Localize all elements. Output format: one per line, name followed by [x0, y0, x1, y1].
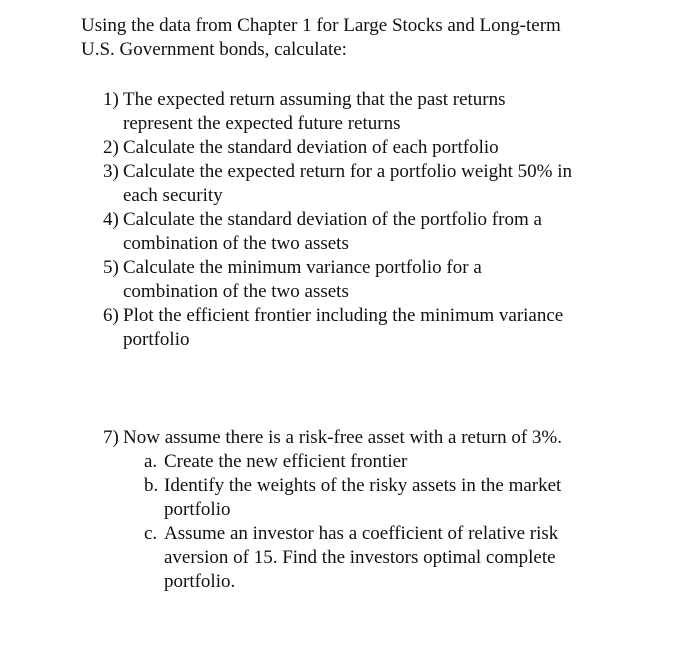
question-number: 5) [103, 257, 119, 278]
question-line: Calculate the standard deviation of the portfolio from a [123, 209, 542, 230]
sub-question-letter: c. [144, 523, 158, 544]
question-item-7 [103, 426, 663, 594]
sub-question-line: portfolio [164, 499, 231, 520]
question-line: combination of the two assets [123, 233, 349, 254]
intro-paragraph [81, 14, 641, 62]
question-line: represent the expected future returns [123, 113, 401, 134]
question-item [103, 88, 663, 136]
sub-question-letter: b. [144, 475, 159, 496]
question-number: 7) [103, 427, 119, 448]
question-line: The expected return assuming that the past returns [123, 89, 506, 110]
intro-line: Using the data from Chapter 1 for Large Stocks and Long-term [81, 15, 561, 36]
question-item [103, 256, 663, 304]
question-number: 6) [103, 305, 119, 326]
question-list [103, 88, 663, 352]
question-line: Calculate the standard deviation of each portfolio [123, 137, 499, 158]
sub-question-line: Create the new efficient frontier [164, 451, 408, 472]
sub-question-line: Identify the weights of the risky assets in the market [164, 475, 562, 496]
sub-question-item [144, 522, 663, 594]
sub-question-letter: a. [144, 451, 158, 472]
question-7-list [103, 426, 663, 594]
sub-question-line: Assume an investor has a coefficient of relative risk [164, 523, 559, 544]
sub-question-item [144, 450, 663, 474]
sub-question-list [123, 450, 663, 594]
question-line: Now assume there is a risk-free asset with a return of 3%. [123, 427, 562, 448]
question-line: each security [123, 185, 223, 206]
question-item [103, 208, 663, 256]
question-line: portfolio [123, 329, 190, 350]
question-line: combination of the two assets [123, 281, 349, 302]
question-item [103, 304, 663, 352]
intro-line: U.S. Government bonds, calculate: [81, 39, 347, 60]
question-number: 3) [103, 161, 119, 182]
sub-question-item [144, 474, 663, 522]
sub-question-line: aversion of 15. Find the investors optimal complete [164, 547, 556, 568]
question-line: Calculate the minimum variance portfolio for a [123, 257, 482, 278]
question-number: 2) [103, 137, 119, 158]
question-line: Calculate the expected return for a portfolio weight 50% in [123, 161, 572, 182]
question-number: 1) [103, 89, 119, 110]
question-item [103, 136, 663, 160]
question-item [103, 160, 663, 208]
sub-question-line: portfolio. [164, 571, 236, 592]
question-number: 4) [103, 209, 119, 230]
question-line: Plot the efficient frontier including the minimum variance [123, 305, 564, 326]
